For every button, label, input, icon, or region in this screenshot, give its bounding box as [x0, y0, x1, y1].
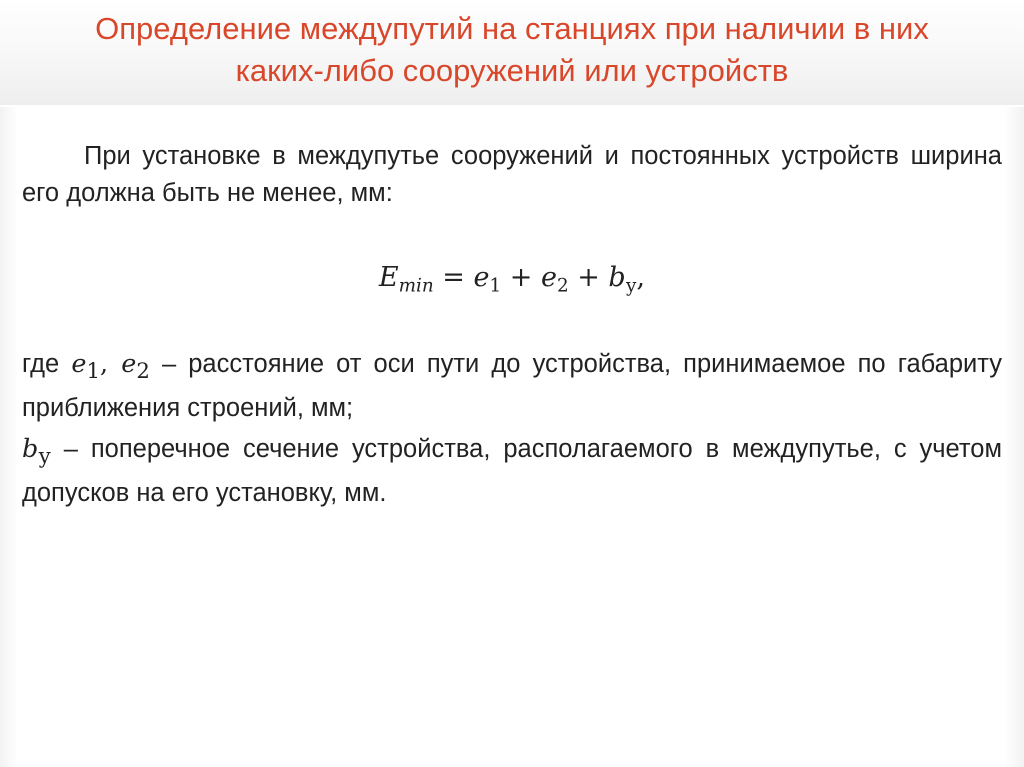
b-subscript: у: [38, 444, 51, 470]
paragraph-e-prefix: где: [22, 350, 72, 378]
formula-term1-subscript: 1: [489, 275, 502, 297]
e-separator: ,: [99, 349, 122, 379]
e2-symbol: e: [121, 349, 137, 379]
paragraph-b-text: – поперечное сечение устройства, располагаемого в междупутье, с учетом допусков на его установку, мм.: [22, 435, 1002, 508]
paragraph-intro: При установке в междупутье сооружений и постоянных устройств ширина его должна быть не менее, мм:: [22, 142, 1002, 207]
formula-equals: =: [433, 262, 474, 293]
b-symbol: b: [22, 434, 39, 464]
title-line-2: каких-либо сооружений или устройств: [235, 53, 789, 88]
formula-term3-symbol: b: [608, 262, 626, 293]
e2-subscript: 2: [136, 359, 150, 385]
formula-plus-2: +: [568, 262, 609, 293]
formula-term2-symbol: e: [540, 262, 557, 293]
paragraph-b-definition: [22, 431, 1002, 512]
paragraph-e-text: – расстояние от оси пути до устройства, принимаемое по габариту приближения строений, мм;: [22, 350, 1002, 423]
formula-term2-subscript: 2: [556, 275, 569, 297]
paragraph-e-definition: [22, 346, 1002, 427]
formula-plus-1: +: [501, 262, 541, 293]
title-line-1: Определение междупутий на станциях при наличии в них: [95, 11, 929, 46]
formula-lhs-symbol: E: [378, 262, 399, 293]
e1-subscript: 1: [86, 359, 100, 385]
formula: [0, 262, 1024, 297]
e1-symbol: e: [71, 349, 87, 379]
formula-term1-symbol: e: [473, 262, 490, 293]
formula-lhs-subscript: min: [398, 275, 434, 297]
formula-term3-subscript: у: [625, 275, 637, 297]
slide-title: [0, 8, 1024, 92]
formula-trailing-comma: ,: [636, 262, 646, 293]
